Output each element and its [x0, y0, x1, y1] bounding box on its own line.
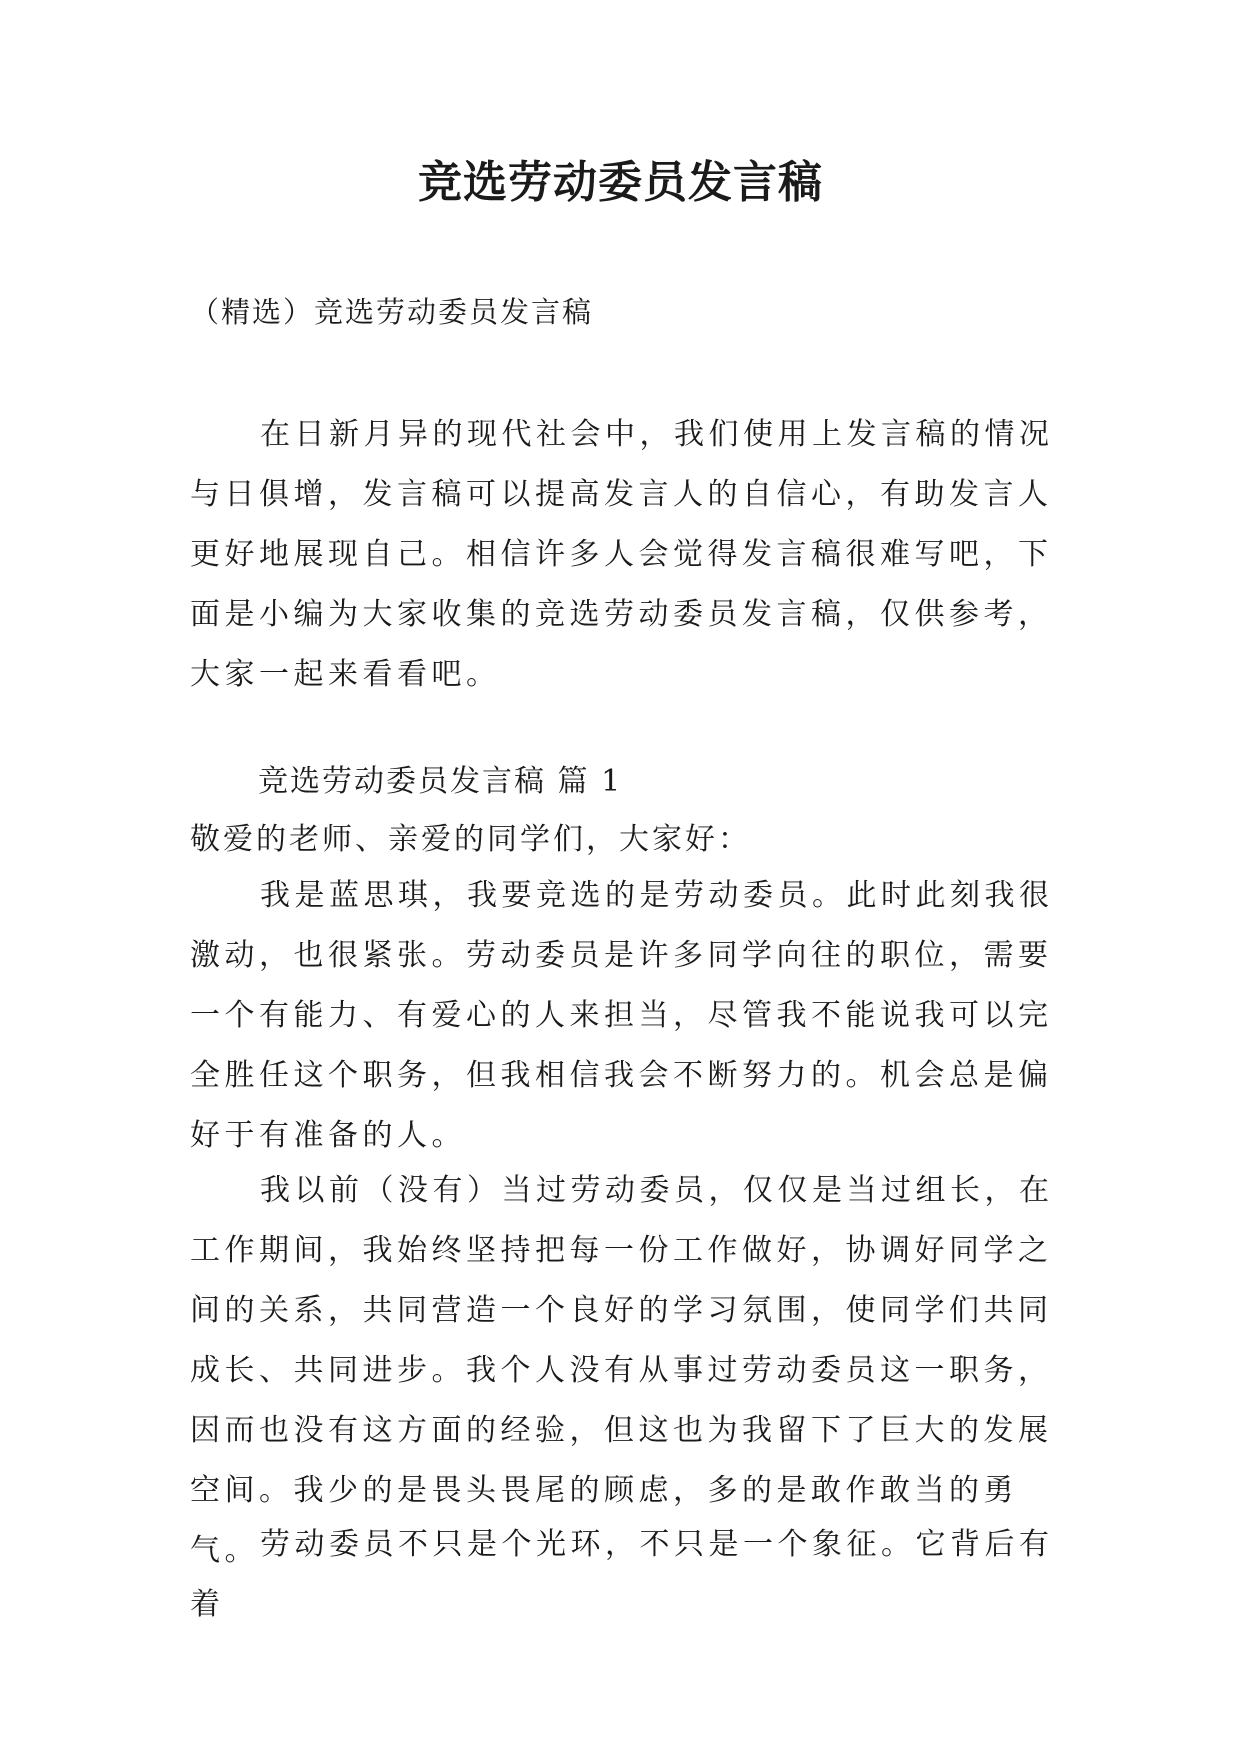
document-subtitle: （精选）竞选劳动委员发言稿 [190, 295, 594, 329]
greeting-line: 敬爱的老师、亲爱的同学们，大家好： [190, 822, 751, 857]
body-paragraph: 劳动委员不只是个光环，不只是一个象征。它背后有着 [190, 1527, 1054, 1622]
body-paragraph: 我是蓝思琪，我要竞选的是劳动委员。此时此刻我很激动，也很紧张。劳动委员是许多同学向往的职位，需要一个有能力、有爱心的人来担当，尽管我不能说我可以完全胜任这个职务，但我相信我会不断努力的。机会总是偏好于有准备的人。 [190, 878, 1054, 1153]
document-title: 竞选劳动委员发言稿 [418, 157, 823, 208]
intro-paragraph: 在日新月异的现代社会中，我们使用上发言稿的情况与日俱增，发言稿可以提高发言人的自信心，有助发言人更好地展现自己。相信许多人会觉得发言稿很难写吧，下面是小编为大家收集的竞选劳动委员发言稿，仅供参考，大家一起来看看吧。 [190, 417, 1054, 692]
section-heading: 竞选劳动委员发言稿 篇 1 [258, 764, 623, 799]
body-paragraph: 我以前（没有）当过劳动委员，仅仅是当过组长，在工作期间，我始终坚持把每一份工作做好，协调好同学之间的关系，共同营造一个良好的学习氛围，使同学们共同成长、共同进步。我个人没有从事过劳动委员这一职务，因而也没有这方面的经验，但这也为我留下了巨大的发展空间。我少的是畏头畏尾的顾虑，多的是敢作敢当的勇气。 [190, 1173, 1054, 1568]
